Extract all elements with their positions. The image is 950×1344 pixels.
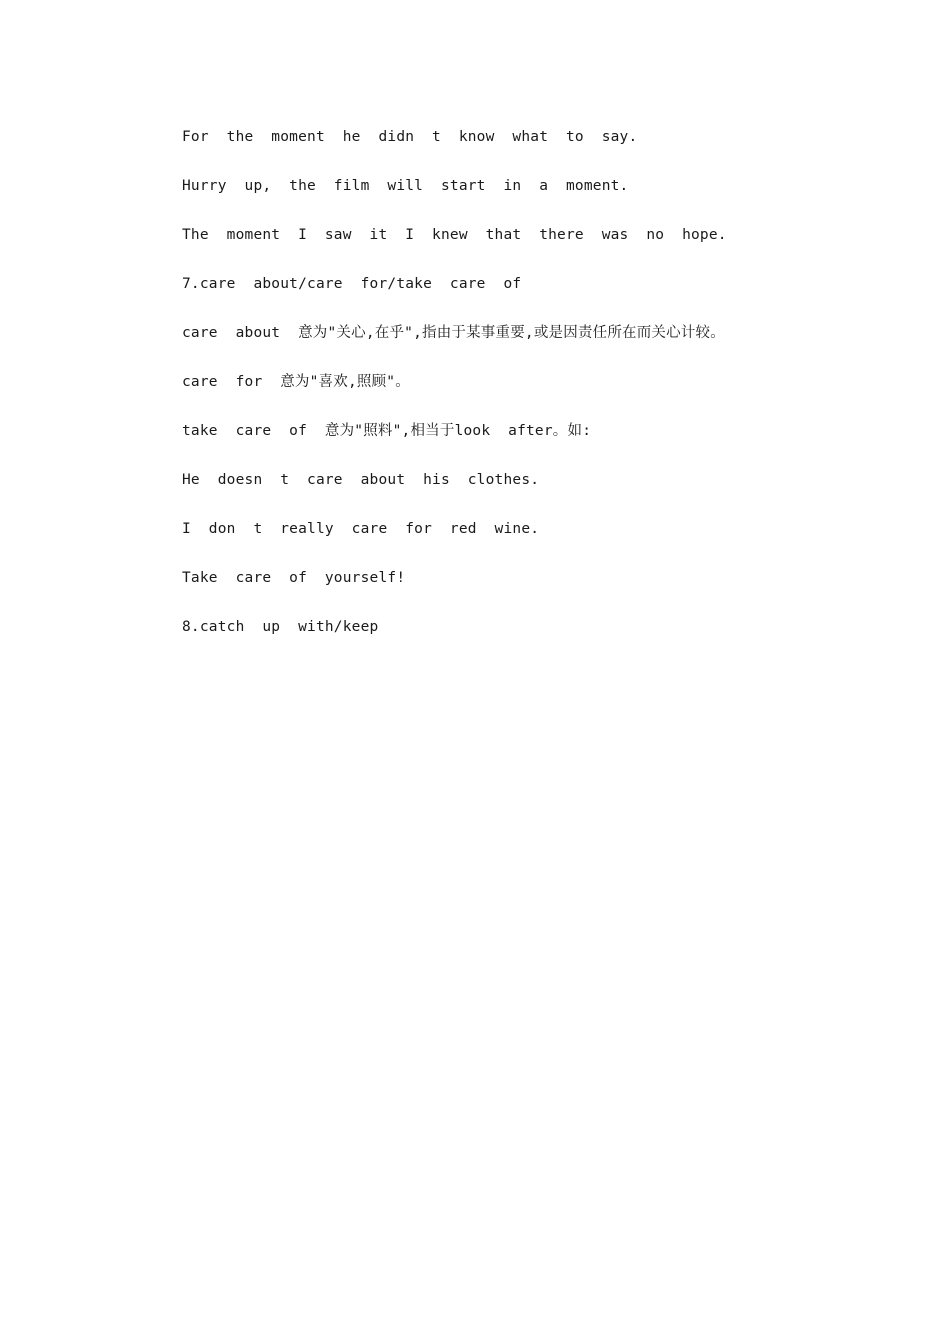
document-body — [182, 126, 872, 665]
example-sentence-take-care-of: Take care of yourself! — [182, 570, 406, 586]
example-sentence-moment-2: Hurry up, the film will start in a moment. — [182, 178, 629, 194]
example-sentence-moment-3: The moment I saw it I knew that there was no hope. — [182, 227, 727, 243]
definition-care-about: care about 意为"关心,在乎",指由于某事重要,或是因责任所在而关心计较。 — [182, 325, 725, 341]
section-heading-8: 8.catch up with/keep — [182, 619, 379, 635]
section-heading-7: 7.care about/care for/take care of — [182, 276, 522, 292]
example-sentence-care-for: I don t really care for red wine. — [182, 521, 540, 537]
definition-care-for: care for 意为"喜欢,照顾"。 — [182, 374, 410, 390]
example-sentence-moment-1: For the moment he didn t know what to say. — [182, 129, 638, 145]
example-sentence-care-about: He doesn t care about his clothes. — [182, 472, 540, 488]
definition-take-care-of: take care of 意为"照料",相当于look after。如: — [182, 423, 592, 439]
